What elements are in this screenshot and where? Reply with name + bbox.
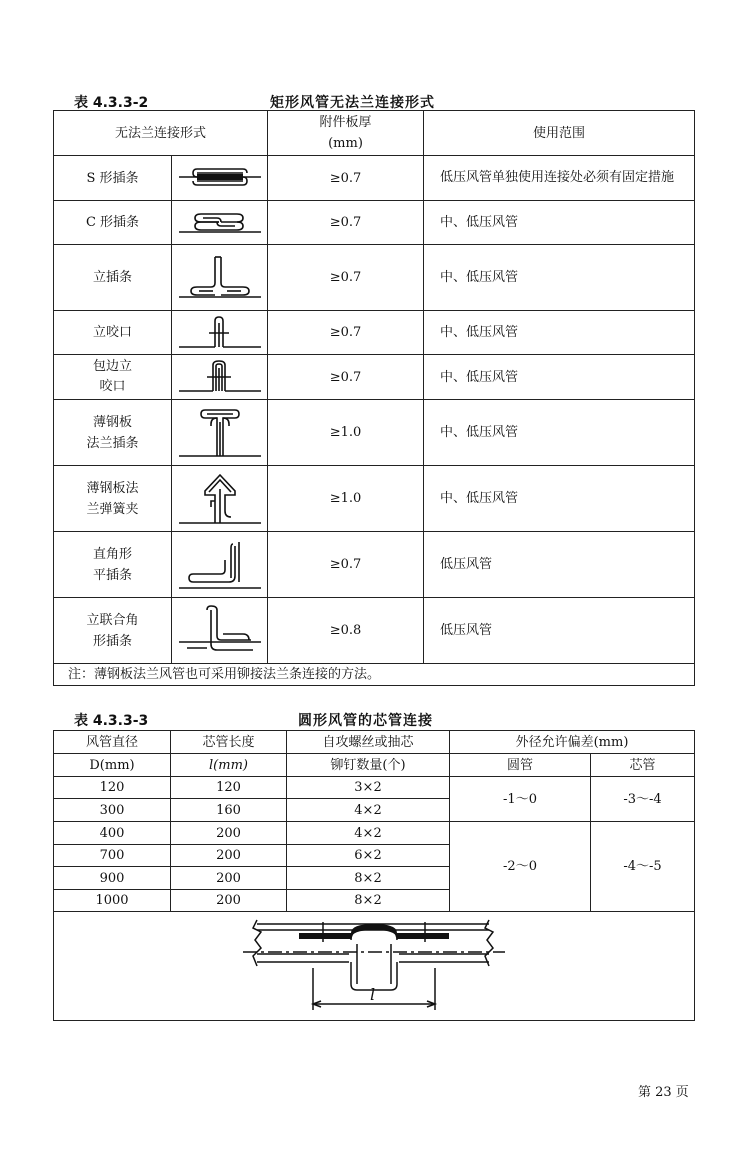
row-diameter: 700 [54, 845, 171, 867]
row-icon-cell [172, 245, 268, 311]
row-thickness: ≥0.7 [268, 355, 424, 400]
header-round-pipe: 圆管 [450, 754, 591, 777]
core-pipe-connection-diagram [239, 918, 509, 1014]
table-row [54, 311, 695, 355]
diagram-length-label: l [370, 985, 376, 1004]
row-icon-cell [172, 201, 268, 245]
row-usage: 中、低压风管 [424, 311, 695, 355]
table-row [54, 532, 695, 598]
row-diameter: 900 [54, 867, 171, 890]
row-usage: 低压风管 [424, 598, 695, 664]
row-usage: 中、低压风管 [424, 355, 695, 400]
row-rivets: 4×2 [287, 822, 450, 845]
table2-number: 表 4.3.3-3 [74, 713, 149, 729]
table1-title: 矩形风管无法兰连接形式 [270, 95, 435, 111]
table1-note: 注：薄钢板法兰风管也可采用铆接法兰条连接的方法。 [54, 664, 695, 686]
header-diameter-line2: D(mm) [54, 754, 171, 777]
table2-diagram-cell [54, 912, 695, 1021]
table1-number: 表 4.3.3-2 [74, 95, 149, 111]
row-thickness: ≥0.7 [268, 245, 424, 311]
row-name: 包边立 咬口 [54, 355, 172, 400]
table-row [54, 777, 695, 799]
row-icon-cell [172, 598, 268, 664]
row-icon-cell [172, 532, 268, 598]
row-rivets: 6×2 [287, 845, 450, 867]
header-diameter-line1: 风管直径 [54, 731, 171, 754]
table2-diagram-row [54, 912, 695, 1021]
row-length: 160 [171, 799, 287, 822]
row-thickness: ≥0.7 [268, 311, 424, 355]
table2-header-row [54, 731, 695, 754]
wrapped-standing-seam-icon [177, 359, 263, 395]
row-icon-cell [172, 400, 268, 466]
row-rivets: 8×2 [287, 890, 450, 912]
row-thickness: ≥0.8 [268, 598, 424, 664]
row-icon-cell [172, 156, 268, 201]
row-diameter: 1000 [54, 890, 171, 912]
header-length-line1: 芯管长度 [171, 731, 287, 754]
row-icon-cell [172, 355, 268, 400]
header-thickness-line1: 附件板厚 [319, 115, 372, 130]
row-thickness: ≥1.0 [268, 466, 424, 532]
row-length: 120 [171, 777, 287, 799]
table-row [54, 400, 695, 466]
right-angle-flat-strip-icon [177, 538, 263, 592]
row-icon-cell [172, 311, 268, 355]
row-length: 200 [171, 867, 287, 890]
row-name: 直角形 平插条 [54, 532, 172, 598]
table-row [54, 598, 695, 664]
table-row [54, 355, 695, 400]
row-name: 立咬口 [54, 311, 172, 355]
sheet-flange-strip-icon [177, 406, 263, 460]
header-thickness [268, 111, 424, 156]
row-usage: 低压风管 [424, 532, 695, 598]
row-usage: 低压风管单独使用连接处必须有固定措施 [424, 156, 695, 201]
row-name: 立插条 [54, 245, 172, 311]
group-core: -3～-4 [591, 777, 695, 822]
sheet-flange-spring-clip-icon [177, 471, 263, 527]
row-icon-cell [172, 466, 268, 532]
table1 [53, 110, 695, 686]
table1-header-row [54, 111, 695, 156]
row-diameter: 400 [54, 822, 171, 845]
table2 [53, 730, 695, 1021]
row-name: 薄钢板法 兰弹簧夹 [54, 466, 172, 532]
standing-joint-angle-strip-icon [177, 604, 263, 658]
table-row [54, 822, 695, 845]
header-tolerance: 外径允许偏差(mm) [450, 731, 695, 754]
row-name: S 形插条 [54, 156, 172, 201]
row-thickness: ≥0.7 [268, 201, 424, 245]
page-number: 第 23 页 [638, 1085, 689, 1100]
row-length: 200 [171, 890, 287, 912]
header-rivets-line2: 铆钉数量(个) [287, 754, 450, 777]
row-diameter: 120 [54, 777, 171, 799]
table-row [54, 201, 695, 245]
row-rivets: 8×2 [287, 867, 450, 890]
row-rivets: 3×2 [287, 777, 450, 799]
c-strip-icon [177, 208, 263, 238]
header-usage: 使用范围 [424, 111, 695, 156]
row-usage: 中、低压风管 [424, 466, 695, 532]
row-thickness: ≥0.7 [268, 532, 424, 598]
row-name: C 形插条 [54, 201, 172, 245]
row-length: 200 [171, 822, 287, 845]
header-core-pipe: 芯管 [591, 754, 695, 777]
s-strip-icon [177, 163, 263, 193]
row-thickness: ≥1.0 [268, 400, 424, 466]
row-usage: 中、低压风管 [424, 245, 695, 311]
standing-strip-icon [177, 253, 263, 303]
group-core: -4～-5 [591, 822, 695, 912]
row-name: 立联合角 形插条 [54, 598, 172, 664]
table-row [54, 466, 695, 532]
group-round: -2～0 [450, 822, 591, 912]
row-usage: 中、低压风管 [424, 400, 695, 466]
row-name: 薄钢板 法兰插条 [54, 400, 172, 466]
header-thickness-line2: (mm) [328, 136, 363, 151]
row-thickness: ≥0.7 [268, 156, 424, 201]
table1-note-row [54, 664, 695, 686]
table-row [54, 156, 695, 201]
table2-header-row-2 [54, 754, 695, 777]
row-usage: 中、低压风管 [424, 201, 695, 245]
row-rivets: 4×2 [287, 799, 450, 822]
table-row [54, 245, 695, 311]
row-diameter: 300 [54, 799, 171, 822]
group-round: -1～0 [450, 777, 591, 822]
table2-title: 圆形风管的芯管连接 [298, 713, 433, 729]
header-length-line2: l(mm) [171, 754, 287, 777]
header-form: 无法兰连接形式 [54, 111, 268, 156]
header-rivets-line1: 自攻螺丝或抽芯 [287, 731, 450, 754]
row-length: 200 [171, 845, 287, 867]
standing-seam-icon [177, 315, 263, 351]
